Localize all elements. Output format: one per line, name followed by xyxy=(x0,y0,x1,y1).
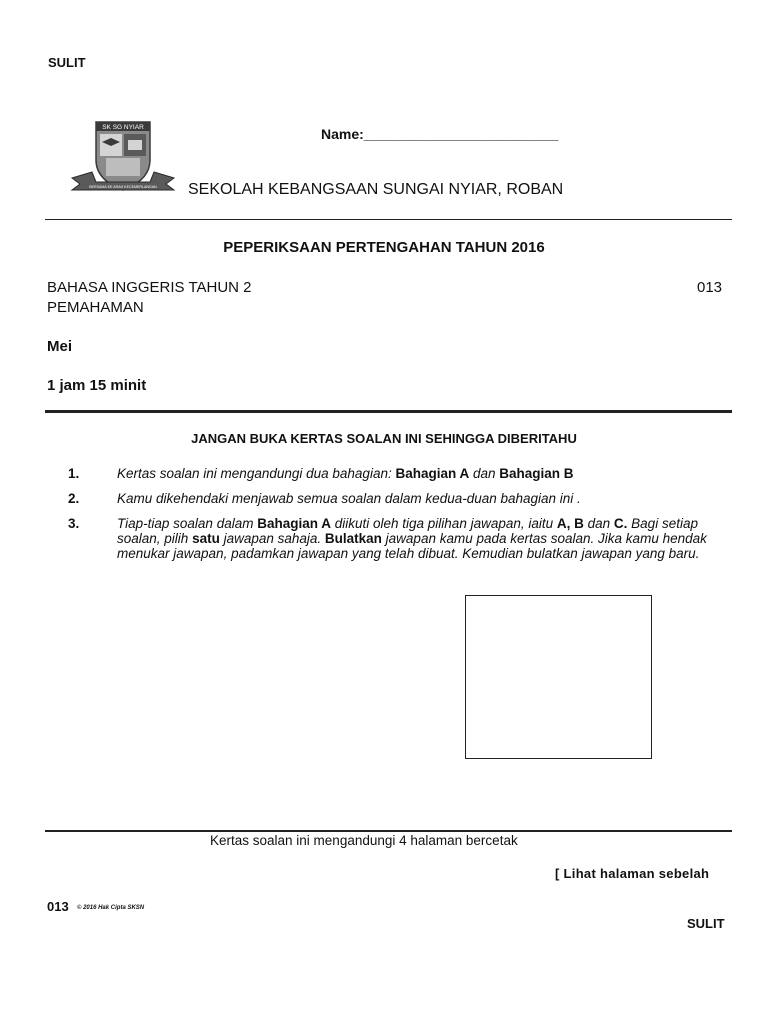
crest-banner-text: SK SG NYIAR xyxy=(102,124,144,131)
warning-notice: JANGAN BUKA KERTAS SOALAN INI SEHINGGA DIBERITAHU xyxy=(191,431,577,446)
instruction-number: 1. xyxy=(68,466,80,481)
instruction-number: 3. xyxy=(68,516,80,531)
copyright-note: © 2016 Hak Cipta SKSN xyxy=(77,905,145,911)
exam-month: Mei xyxy=(47,338,73,355)
classification-top: SULIT xyxy=(48,55,86,70)
name-field: Name:_________________________ xyxy=(321,126,559,142)
next-page-note: [ Lihat halaman sebelah xyxy=(555,866,710,881)
exam-duration: 1 jam 15 minit xyxy=(47,377,147,394)
pages-note: Kertas soalan ini mengandungi 4 halaman bercetak xyxy=(210,833,518,848)
school-name: SEKOLAH KEBANGSAAN SUNGAI NYIAR, ROBAN xyxy=(188,181,564,198)
crest-quadrant-bottom xyxy=(106,158,140,176)
thick-divider xyxy=(45,410,732,413)
paper-code: 013 xyxy=(697,279,723,296)
header-divider xyxy=(45,219,732,220)
paper-name: PEMAHAMAN xyxy=(47,299,144,316)
instruction-text: Kamu dikehendaki menjawab semua soalan dalam kedua-duan bahagian ini . xyxy=(117,491,581,506)
book-icon xyxy=(128,140,142,150)
subject-line: BAHASA INGGERIS TAHUN 2 xyxy=(47,279,252,296)
footer-divider xyxy=(45,830,732,832)
classification-bottom: SULIT xyxy=(687,916,725,931)
footer-paper-code: 013 xyxy=(47,899,69,914)
instruction-number: 2. xyxy=(68,491,80,506)
exam-title: PEPERIKSAAN PERTENGAHAN TAHUN 2016 xyxy=(223,239,545,256)
answer-box xyxy=(465,595,652,759)
instruction-text: Tiap-tiap soalan dalam Bahagian A diikuti oleh tiga pilihan jawapan, iaitu A, B dan C. Bagi setiap soalan, pilih satu jawapan sahaja. Bulatkan jawapan kamu pada kertas soalan. Jika kamu hendak menukar jawapan, padamkan jawapan yang telah dibuat. Kemudian bulatkan jawapan yang baru. xyxy=(117,516,707,561)
school-crest-logo xyxy=(70,120,176,196)
instruction-text: Kertas soalan ini mengandungi dua bahagian: Bahagian A dan Bahagian B xyxy=(117,466,574,481)
crest-motto-text: BERSAMA KE ARAH KECEMERLANGAN xyxy=(89,185,157,189)
